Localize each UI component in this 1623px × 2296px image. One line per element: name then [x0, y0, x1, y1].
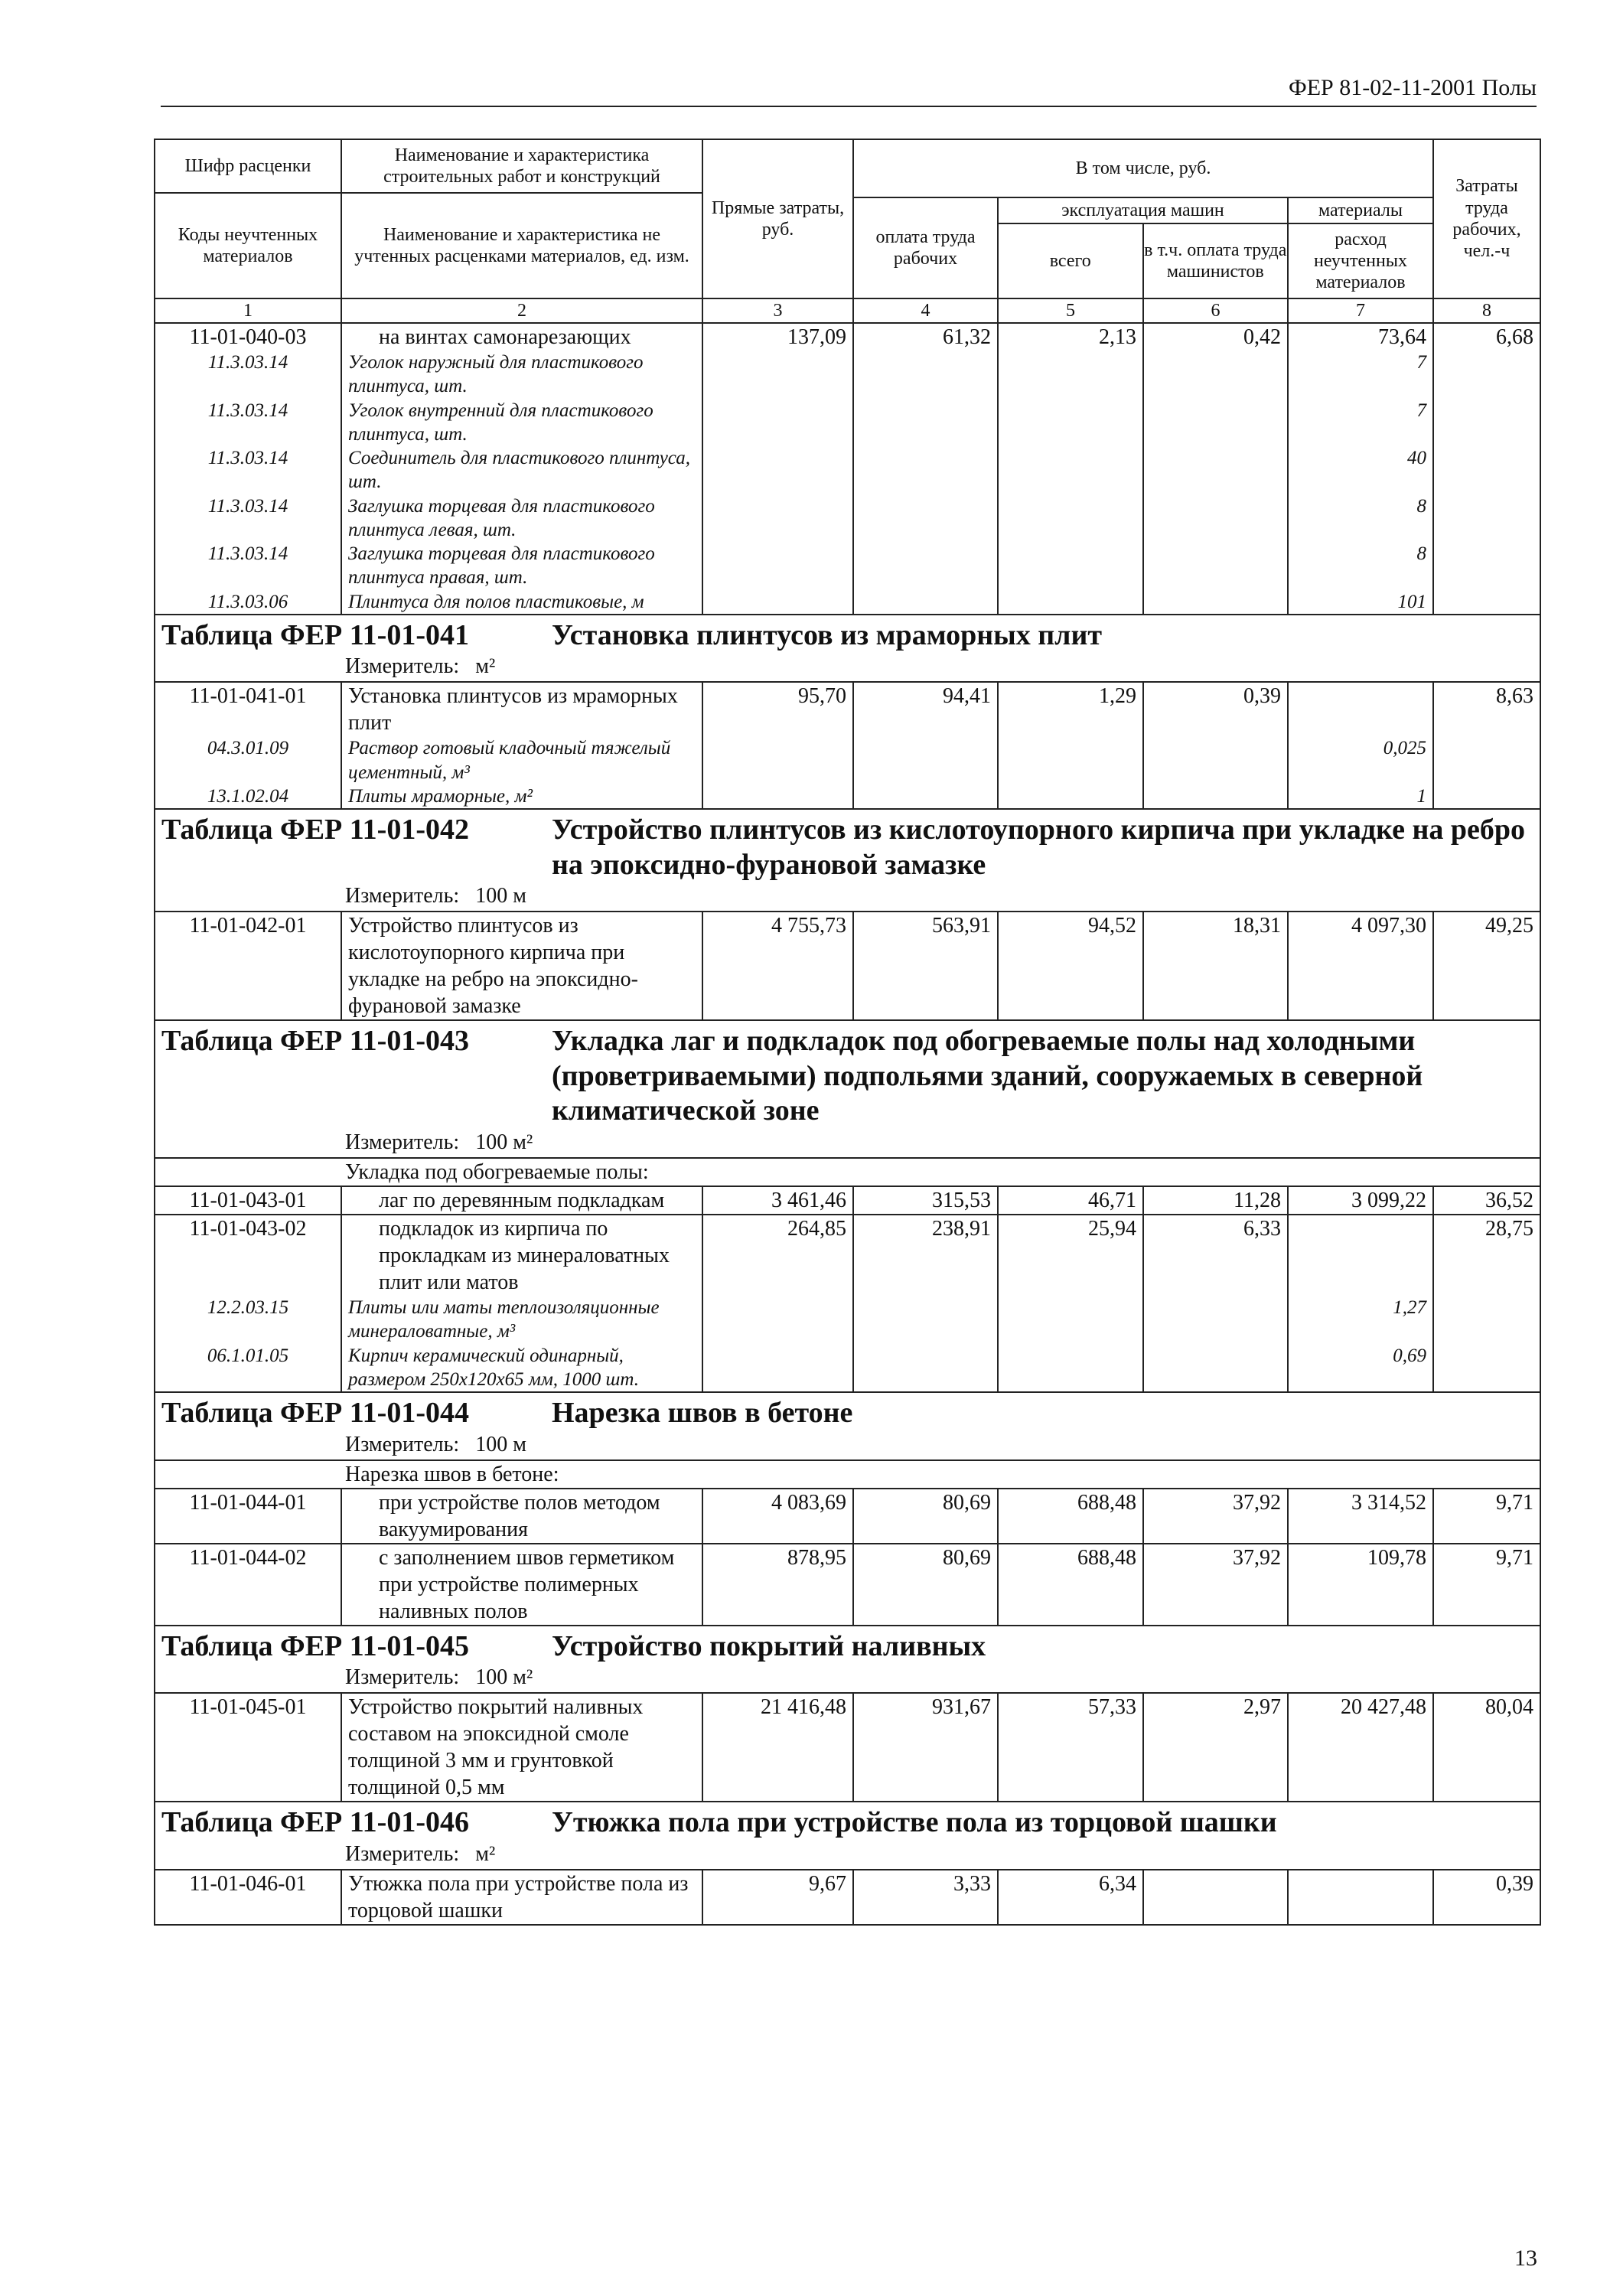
header-including: В том числе, руб. — [853, 139, 1433, 197]
direct-costs: 4 083,69 — [702, 1489, 853, 1544]
material-row — [155, 784, 1540, 809]
unit-row — [155, 882, 1540, 912]
labor-hours: 9,71 — [1433, 1544, 1540, 1626]
material-name: Плинтуса для полов пластиковые, м — [341, 590, 702, 615]
labor-pay: 80,69 — [853, 1489, 998, 1544]
rate-row — [155, 1489, 1540, 1544]
labor-hours: 28,75 — [1433, 1215, 1540, 1296]
rate-name: Устройство плинтусов из кислотоупорного кирпича при укладке на ребро на эпоксидно-фурановой замазке — [341, 912, 702, 1020]
header-direct-costs: Прямые затраты, руб. — [702, 139, 853, 298]
material-row — [155, 590, 1540, 615]
table-label: Таблица ФЕР 11-01-045 — [161, 1629, 469, 1662]
unit-row — [155, 1841, 1540, 1870]
direct-costs: 878,95 — [702, 1544, 853, 1626]
labor-pay: 80,69 — [853, 1544, 998, 1626]
rate-row — [155, 1544, 1540, 1626]
header-rate-code: Шифр расценки — [155, 139, 341, 193]
header-machines — [998, 197, 1288, 298]
material-qty: 8 — [1288, 494, 1433, 543]
rate-code: 11-01-045-01 — [155, 1693, 341, 1802]
labor-hours: 49,25 — [1433, 912, 1540, 1020]
materials-cost — [1288, 1215, 1433, 1296]
labor-pay: 931,67 — [853, 1693, 998, 1802]
material-code: 13.1.02.04 — [155, 784, 341, 809]
table-title-row — [155, 1626, 1540, 1665]
rate-code: 11-01-041-01 — [155, 682, 341, 736]
table-title: Установка плинтусов из мраморных плит — [552, 618, 1103, 651]
machines-total: 688,48 — [998, 1544, 1143, 1626]
material-name: Уголок внутренний для пластикового плинтуса, шт. — [341, 399, 702, 447]
table-title: Утюжка пола при устройстве пола из торцовой шашки — [552, 1806, 1277, 1839]
material-row — [155, 542, 1540, 590]
unit-row — [155, 653, 1540, 682]
unit-value: 100 м² — [475, 1665, 533, 1690]
material-name: Плиты или маты теплоизоляционные минераловатные, м³ — [341, 1296, 702, 1344]
material-row — [155, 446, 1540, 494]
material-name: Плиты мраморные, м² — [341, 784, 702, 809]
labor-pay: 238,91 — [853, 1215, 998, 1296]
materials-cost — [1288, 1870, 1433, 1925]
material-code: 04.3.01.09 — [155, 736, 341, 784]
table-header — [155, 139, 1540, 298]
material-code: 06.1.01.05 — [155, 1344, 341, 1393]
material-code: 12.2.03.15 — [155, 1296, 341, 1344]
unit-row — [155, 1664, 1540, 1693]
material-code: 11.3.03.14 — [155, 494, 341, 543]
unit-label: Измеритель: — [345, 654, 460, 679]
column-number: 7 — [1288, 298, 1433, 323]
rate-name: с заполнением швов герметиком при устройстве полимерных наливных полов — [341, 1544, 702, 1626]
column-number: 4 — [853, 298, 998, 323]
rate-name: Утюжка пола при устройстве пола из торцовой шашки — [341, 1870, 702, 1925]
labor-pay: 94,41 — [853, 682, 998, 736]
direct-costs: 95,70 — [702, 682, 853, 736]
machines-total: 25,94 — [998, 1215, 1143, 1296]
rate-name: на винтах самонарезающих — [341, 323, 702, 351]
labor-hours: 36,52 — [1433, 1186, 1540, 1215]
table-label: Таблица ФЕР 11-01-046 — [161, 1806, 469, 1839]
material-row — [155, 351, 1540, 399]
labor-pay: 61,32 — [853, 323, 998, 351]
labor-pay: 3,33 — [853, 1870, 998, 1925]
unit-label: Измеритель: — [345, 884, 460, 908]
machines-total: 6,34 — [998, 1870, 1143, 1925]
table-title-row — [155, 1020, 1540, 1129]
rate-row — [155, 1870, 1540, 1925]
rate-code: 11-01-043-01 — [155, 1186, 341, 1215]
machines-pay: 0,42 — [1143, 323, 1288, 351]
header-labor-costs: Затраты труда рабочих, чел.-ч — [1433, 139, 1540, 298]
material-qty: 101 — [1288, 590, 1433, 615]
table-label: Таблица ФЕР 11-01-042 — [161, 814, 469, 846]
table-title: Укладка лаг и подкладок под обогреваемые полы над холодными (проветриваемыми) подпольями зданий, сооружаемых в северной климатической зоне — [552, 1025, 1423, 1127]
labor-hours: 80,04 — [1433, 1693, 1540, 1802]
labor-hours: 6,68 — [1433, 323, 1540, 351]
header-machines-pay: в т.ч. оплата труда машинистов — [1144, 240, 1287, 282]
column-number: 2 — [341, 298, 702, 323]
unit-label: Измеритель: — [345, 1432, 460, 1456]
table-title: Устройство плинтусов из кислотоупорного кирпича при укладке на ребро на эпоксидно-фурановой замазке — [552, 814, 1525, 881]
unit-value: м² — [475, 1841, 496, 1866]
table-title-row — [155, 809, 1540, 882]
direct-costs: 264,85 — [702, 1215, 853, 1296]
rate-row — [155, 682, 1540, 736]
material-code: 11.3.03.14 — [155, 446, 341, 494]
unit-value: 100 м — [475, 1432, 526, 1456]
running-header: ФЕР 81-02-11-2001 Полы — [161, 75, 1537, 107]
machines-total: 2,13 — [998, 323, 1143, 351]
labor-pay: 315,53 — [853, 1186, 998, 1215]
machines-total: 46,71 — [998, 1186, 1143, 1215]
direct-costs: 21 416,48 — [702, 1693, 853, 1802]
header-materials — [1288, 197, 1433, 298]
header-materials-sub: расход неучтенных материалов — [1314, 229, 1407, 293]
rate-name: лаг по деревянным подкладкам — [341, 1186, 702, 1215]
rate-code: 11-01-042-01 — [155, 912, 341, 1020]
material-row — [155, 399, 1540, 447]
material-name: Заглушка торцевая для пластикового плинтуса левая, шт. — [341, 494, 702, 543]
header-material-names: Наименование и характеристика не учтенных расценками материалов, ед. изм. — [341, 193, 702, 298]
material-row — [155, 1296, 1540, 1344]
material-row — [155, 1344, 1540, 1393]
rate-code: 11-01-040-03 — [155, 323, 341, 351]
rate-row — [155, 912, 1540, 1020]
group-subtitle-row — [155, 1460, 1540, 1489]
materials-cost: 3 314,52 — [1288, 1489, 1433, 1544]
material-qty: 8 — [1288, 542, 1433, 590]
machines-total: 688,48 — [998, 1489, 1143, 1544]
direct-costs: 9,67 — [702, 1870, 853, 1925]
table-label: Таблица ФЕР 11-01-044 — [161, 1397, 469, 1430]
header-work-name: Наименование и характеристика строительных работ и конструкций — [341, 139, 702, 193]
material-code: 11.3.03.14 — [155, 351, 341, 399]
header-material-codes: Коды неучтенных материалов — [155, 193, 341, 298]
table-title: Нарезка швов в бетоне — [552, 1397, 853, 1430]
machines-pay: 6,33 — [1143, 1215, 1288, 1296]
rate-name: Установка плинтусов из мраморных плит — [341, 682, 702, 736]
material-name: Заглушка торцевая для пластикового плинтуса правая, шт. — [341, 542, 702, 590]
unit-value: 100 м — [475, 884, 526, 908]
table-label: Таблица ФЕР 11-01-043 — [161, 1025, 469, 1058]
table-title-row — [155, 1802, 1540, 1841]
material-name: Соединитель для пластикового плинтуса, шт. — [341, 446, 702, 494]
machines-pay: 0,39 — [1143, 682, 1288, 736]
machines-pay: 11,28 — [1143, 1186, 1288, 1215]
material-row — [155, 494, 1540, 543]
machines-pay: 37,92 — [1143, 1544, 1288, 1626]
page-number: 13 — [1514, 2245, 1537, 2271]
unit-value: 100 м² — [475, 1130, 533, 1155]
material-name: Уголок наружный для пластикового плинтуса, шт. — [341, 351, 702, 399]
material-code: 11.3.03.06 — [155, 590, 341, 615]
group-subtitle: Нарезка швов в бетоне: — [155, 1460, 1540, 1489]
rate-row — [155, 323, 1540, 351]
material-qty: 0,69 — [1288, 1344, 1433, 1393]
labor-pay: 563,91 — [853, 912, 998, 1020]
rate-code: 11-01-043-02 — [155, 1215, 341, 1296]
material-qty: 1,27 — [1288, 1296, 1433, 1344]
direct-costs: 3 461,46 — [702, 1186, 853, 1215]
rate-code: 11-01-046-01 — [155, 1870, 341, 1925]
rate-name: Устройство покрытий наливных составом на эпоксидной смоле толщиной 3 мм и грунтовкой толщиной 0,5 мм — [341, 1693, 702, 1802]
materials-cost: 109,78 — [1288, 1544, 1433, 1626]
column-number: 6 — [1143, 298, 1288, 323]
machines-pay — [1143, 1870, 1288, 1925]
materials-cost: 4 097,30 — [1288, 912, 1433, 1020]
material-qty: 0,025 — [1288, 736, 1433, 784]
machines-pay: 18,31 — [1143, 912, 1288, 1020]
rate-row — [155, 1186, 1540, 1215]
column-number: 1 — [155, 298, 341, 323]
table-title: Устройство покрытий наливных — [552, 1629, 986, 1662]
material-name: Раствор готовый кладочный тяжелый цементный, м³ — [341, 736, 702, 784]
rate-code: 11-01-044-01 — [155, 1489, 341, 1544]
group-subtitle: Укладка под обогреваемые полы: — [155, 1158, 1540, 1186]
materials-cost — [1288, 682, 1433, 736]
machines-pay: 2,97 — [1143, 1693, 1288, 1802]
materials-cost: 20 427,48 — [1288, 1693, 1433, 1802]
column-numbers-row — [155, 298, 1540, 323]
material-name: Кирпич керамический одинарный, размером 250х120х65 мм, 1000 шт. — [341, 1344, 702, 1393]
materials-cost: 73,64 — [1288, 323, 1433, 351]
unit-label: Измеритель: — [345, 1665, 460, 1690]
labor-hours: 9,71 — [1433, 1489, 1540, 1544]
rate-name: при устройстве полов методом вакуумирования — [341, 1489, 702, 1544]
machines-total: 57,33 — [998, 1693, 1143, 1802]
unit-label: Измеритель: — [345, 1130, 460, 1155]
table-title-row — [155, 615, 1540, 654]
header-machines-title: эксплуатация машин — [999, 198, 1287, 224]
column-number: 5 — [998, 298, 1143, 323]
column-number: 8 — [1433, 298, 1540, 323]
unit-label: Измеритель: — [345, 1841, 460, 1866]
material-code: 11.3.03.14 — [155, 542, 341, 590]
table-label: Таблица ФЕР 11-01-041 — [161, 618, 469, 651]
material-qty: 7 — [1288, 351, 1433, 399]
rate-name: подкладок из кирпича по прокладкам из минераловатных плит или матов — [341, 1215, 702, 1296]
material-code: 11.3.03.14 — [155, 399, 341, 447]
machines-total: 94,52 — [998, 912, 1143, 1020]
machines-total: 1,29 — [998, 682, 1143, 736]
labor-hours: 8,63 — [1433, 682, 1540, 736]
header-materials-title: материалы — [1289, 198, 1432, 224]
material-qty: 40 — [1288, 446, 1433, 494]
material-qty: 7 — [1288, 399, 1433, 447]
material-qty: 1 — [1288, 784, 1433, 809]
header-labor-pay: оплата труда рабочих — [853, 197, 998, 298]
material-row — [155, 736, 1540, 784]
machines-pay: 37,92 — [1143, 1489, 1288, 1544]
rates-table — [154, 139, 1541, 1926]
labor-hours: 0,39 — [1433, 1870, 1540, 1925]
rate-code: 11-01-044-02 — [155, 1544, 341, 1626]
unit-row — [155, 1431, 1540, 1460]
unit-value: м² — [475, 654, 496, 679]
materials-cost: 3 099,22 — [1288, 1186, 1433, 1215]
rate-row — [155, 1215, 1540, 1296]
rate-row — [155, 1693, 1540, 1802]
column-number: 3 — [702, 298, 853, 323]
direct-costs: 4 755,73 — [702, 912, 853, 1020]
table-title-row — [155, 1392, 1540, 1431]
header-machines-total: всего — [999, 224, 1144, 298]
direct-costs: 137,09 — [702, 323, 853, 351]
unit-row — [155, 1129, 1540, 1158]
group-subtitle-row — [155, 1158, 1540, 1186]
